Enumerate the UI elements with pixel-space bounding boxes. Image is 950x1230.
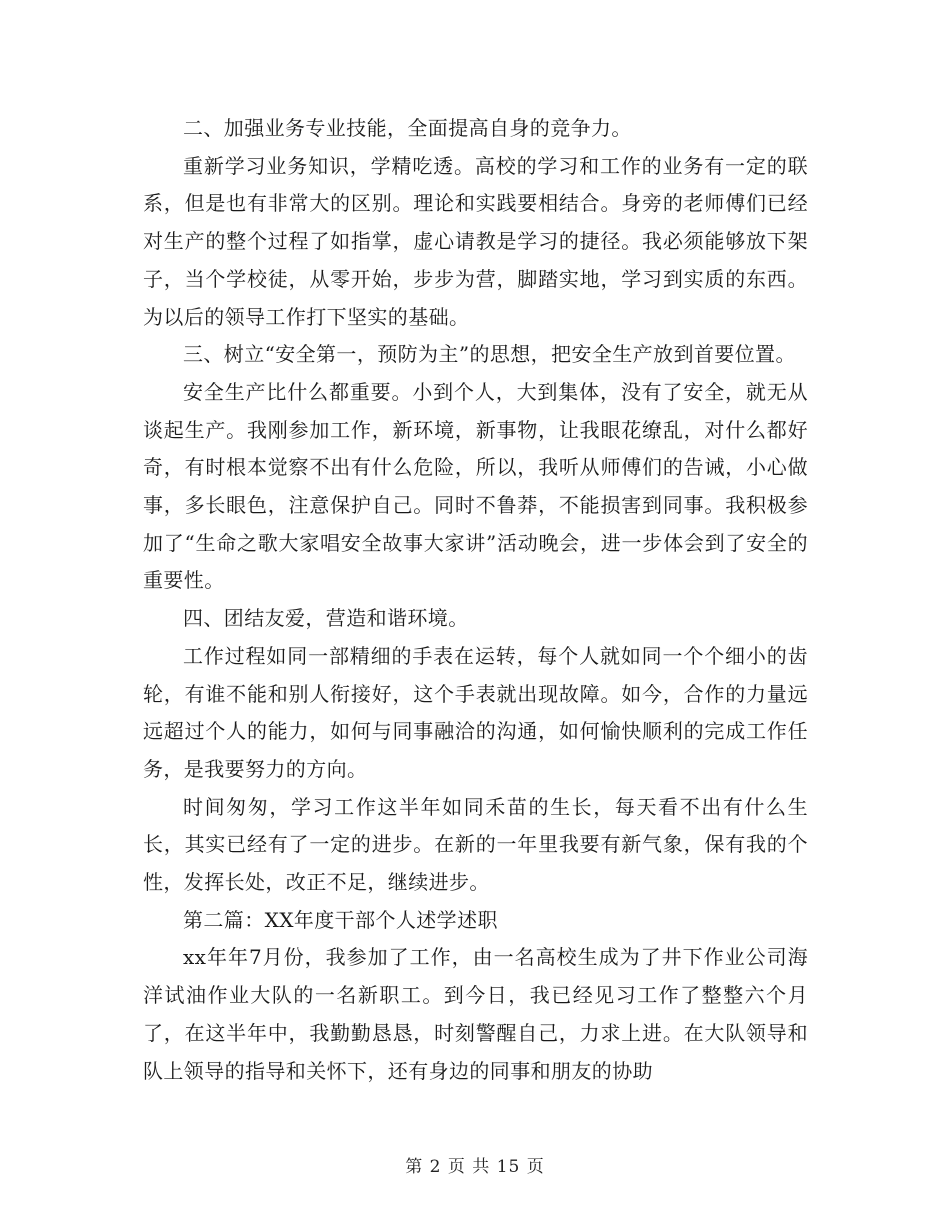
- page-number-footer: 第 2 页 共 15 页: [405, 1157, 545, 1177]
- article-title-second: 第二篇：XX年度干部个人述学述职: [183, 907, 498, 932]
- document-body: [143, 110, 808, 1090]
- paragraph-safety: 安全生产比什么都重要。小到个人，大到集体，没有了安全，就无从谈起生产。我刚参加工作，新环境，新事物，让我眼花缭乱，对什么都好奇，有时根本觉察不出有什么危险，所以，我听从师傅们的告诫，小心做事，多长眼色，注意保护自己。同时不鲁莽，不能损害到同事。我积极参加了“生命之歌大家唱安全故事大家讲”活动晚会，进一步体会到了安全的重要性。: [143, 379, 808, 593]
- paragraph-skills: 重新学习业务知识，学精吃透。高校的学习和工作的业务有一定的联系，但是也有非常大的区别。理论和实践要相结合。身旁的老师傅们已经对生产的整个过程了如指掌，虚心请教是学习的捷径。我必须能够放下架子，当个学校徒，从零开始，步步为营，脚踏实地，学习到实质的东西。为以后的领导工作打下坚实的基础。: [143, 153, 808, 329]
- paragraph-intro-second: xx年年7月份，我参加了工作，由一名高校生成为了井下作业公司海洋试油作业大队的一名新职工。到今日，我已经见习工作了整整六个月了，在这半年中，我勤勤恳恳，时刻警醒自己，力求上进。在大队领导和队上领导的指导和关怀下，还有身边的同事和朋友的协助: [143, 945, 808, 1083]
- paragraph-unity: 工作过程如同一部精细的手表在运转，每个人就如同一个个细小的齿轮，有谁不能和别人衔接好，这个手表就出现故障。如今，合作的力量远远超过个人的能力，如何与同事融洽的沟通，如何愉快顺利的完成工作任务，是我要努力的方向。: [143, 643, 808, 781]
- section-heading-unity: 四、团结友爱，营造和谐环境。: [183, 606, 469, 631]
- section-heading-skills: 二、加强业务专业技能，全面提高自身的竞争力。: [183, 116, 632, 140]
- paragraph-summary: 时间匆匆，学习工作这半年如同禾苗的生长，每天看不出有什么生长，其实已经有了一定的进步。在新的一年里我要有新气象，保有我的个性，发挥长处，改正不足，继续进步。: [143, 794, 808, 895]
- section-heading-safety: 三、树立“安全第一，预防为主”的思想，把安全生产放到首要位置。: [183, 342, 796, 367]
